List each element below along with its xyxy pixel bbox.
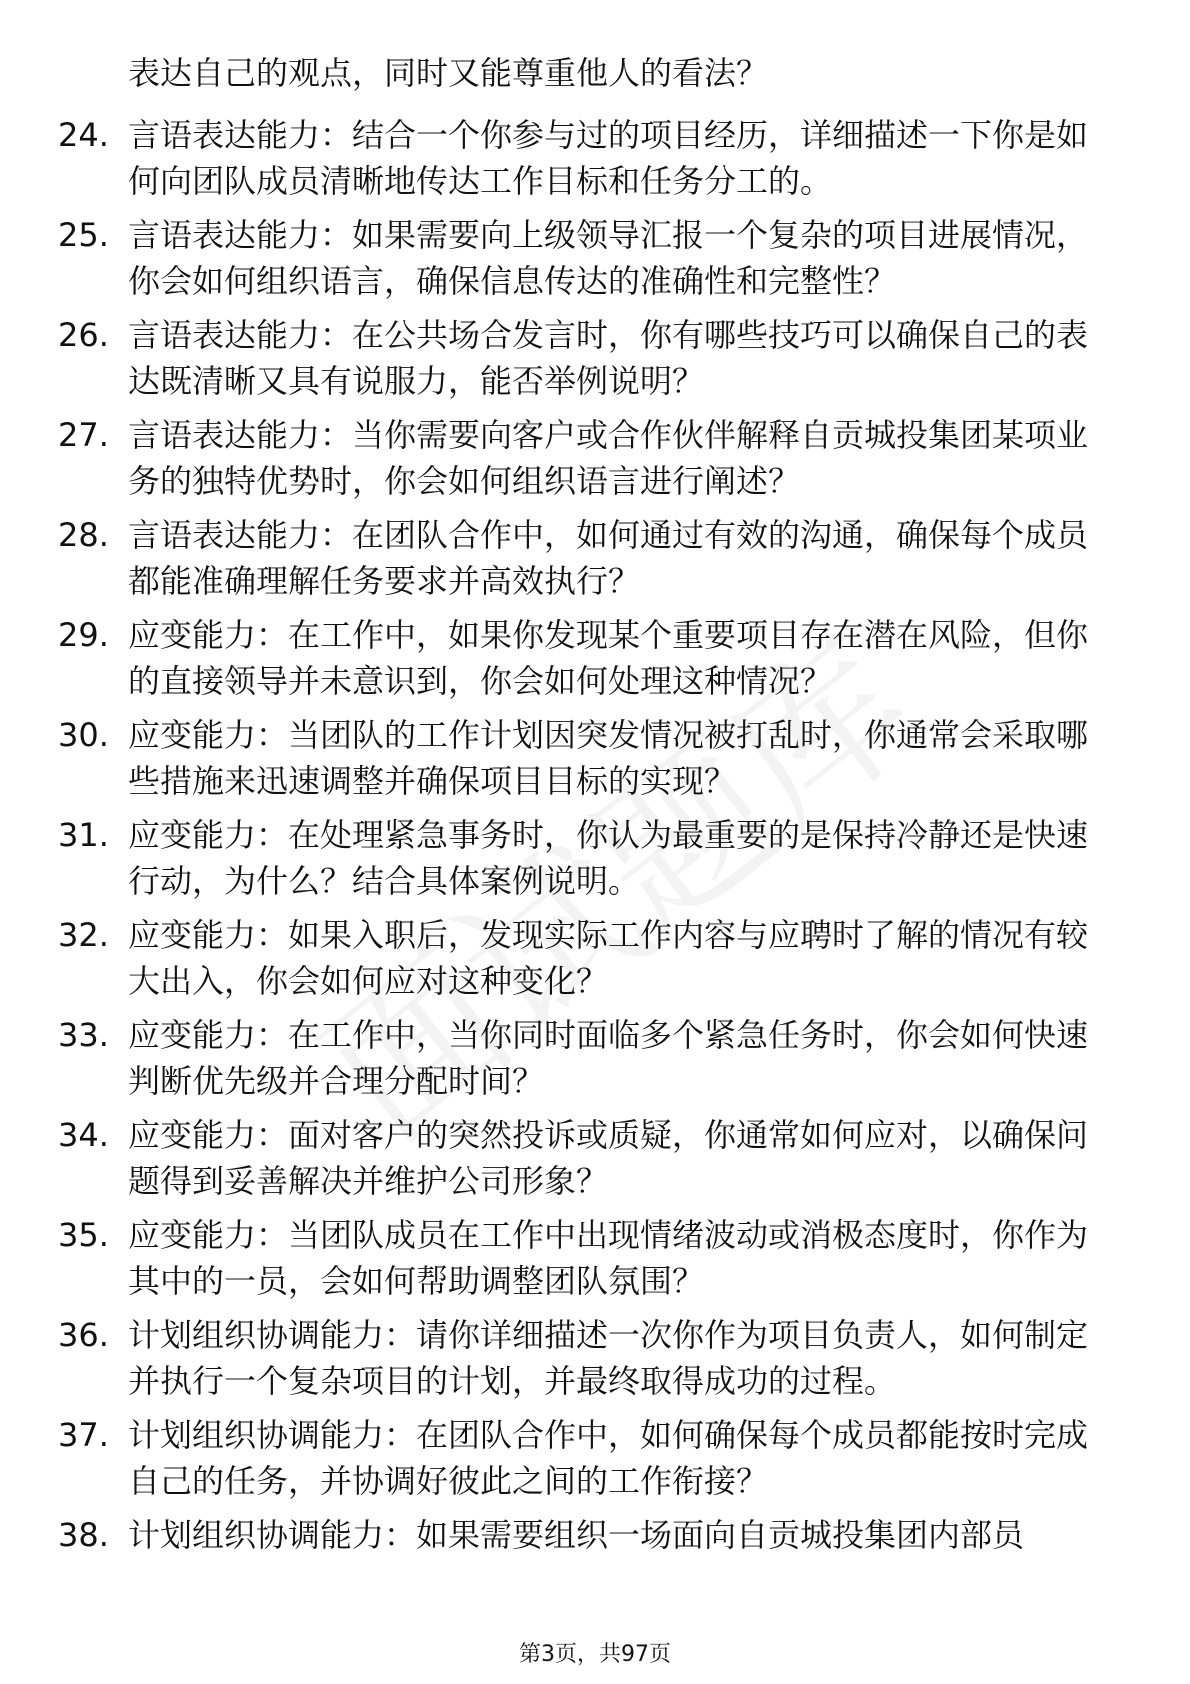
question-item [0, 512, 1190, 612]
question-item [0, 812, 1190, 912]
question-number: 30. [58, 716, 109, 754]
question-item [0, 112, 1190, 212]
question-text: 应变能力：在工作中，当你同时面临多个紧急任务时，你会如何快速判断优先级并合理分配时间？ [128, 1016, 1089, 1100]
question-text: 应变能力：当团队成员在工作中出现情绪波动或消极态度时，你作为其中的一员，会如何帮助调整团队氛围？ [128, 1216, 1089, 1300]
question-item [0, 712, 1190, 812]
question-text: 计划组织协调能力：如果需要组织一场面向自贡城投集团内部员 [128, 1516, 1025, 1554]
question-number: 33. [58, 1016, 109, 1054]
page-number-footer: 第3页，共97页 [519, 1642, 671, 1667]
question-number: 32. [58, 916, 109, 954]
question-number: 25. [58, 216, 109, 254]
question-item [0, 1012, 1190, 1112]
question-number: 28. [58, 516, 109, 554]
question-text: 应变能力：当团队的工作计划因突发情况被打乱时，你通常会采取哪些措施来迅速调整并确保项目目标的实现？ [128, 716, 1089, 800]
continuation-text: 表达自己的观点，同时又能尊重他人的看法？ [128, 54, 769, 92]
question-text: 言语表达能力：结合一个你参与过的项目经历，详细描述一下你是如何向团队成员清晰地传达工作目标和任务分工的。 [128, 116, 1089, 200]
question-item [0, 912, 1190, 1012]
question-text: 言语表达能力：当你需要向客户或合作伙伴解释自贡城投集团某项业务的独特优势时，你会如何组织语言进行阐述？ [128, 416, 1089, 500]
question-number: 38. [58, 1516, 109, 1554]
question-item [0, 412, 1190, 512]
question-number: 27. [58, 416, 109, 454]
question-number: 26. [58, 316, 109, 354]
question-item [0, 1312, 1190, 1412]
question-text: 计划组织协调能力：在团队合作中，如何确保每个成员都能按时完成自己的任务，并协调好彼此之间的工作衔接？ [128, 1416, 1089, 1500]
question-number: 24. [58, 116, 109, 154]
question-text: 计划组织协调能力：请你详细描述一次你作为项目负责人，如何制定并执行一个复杂项目的计划，并最终取得成功的过程。 [128, 1316, 1089, 1400]
question-text: 言语表达能力：如果需要向上级领导汇报一个复杂的项目进展情况，你会如何组织语言，确保信息传达的准确性和完整性？ [128, 216, 1089, 300]
question-number: 29. [58, 616, 109, 654]
question-text: 应变能力：在处理紧急事务时，你认为最重要的是保持冷静还是快速行动，为什么？结合具体案例说明。 [128, 816, 1089, 900]
question-text: 言语表达能力：在公共场合发言时，你有哪些技巧可以确保自己的表达既清晰又具有说服力，能否举例说明？ [128, 316, 1089, 400]
question-item [0, 612, 1190, 712]
question-item [0, 1212, 1190, 1312]
question-number: 37. [58, 1416, 109, 1454]
question-item [0, 1512, 1190, 1612]
question-text: 言语表达能力：在团队合作中，如何通过有效的沟通，确保每个成员都能准确理解任务要求并高效执行？ [128, 516, 1089, 600]
question-list [0, 112, 1190, 1612]
question-item [0, 212, 1190, 312]
question-text: 应变能力：如果入职后，发现实际工作内容与应聘时了解的情况有较大出入，你会如何应对这种变化？ [128, 916, 1089, 1000]
question-number: 35. [58, 1216, 109, 1254]
question-text: 应变能力：在工作中，如果你发现某个重要项目存在潜在风险，但你的直接领导并未意识到，你会如何处理这种情况？ [128, 616, 1089, 700]
question-item [0, 1112, 1190, 1212]
question-item [0, 1412, 1190, 1512]
question-number: 31. [58, 816, 109, 854]
question-text: 应变能力：面对客户的突然投诉或质疑，你通常如何应对，以确保问题得到妥善解决并维护公司形象？ [128, 1116, 1089, 1200]
question-item [0, 312, 1190, 412]
question-number: 36. [58, 1316, 109, 1354]
question-number: 34. [58, 1116, 109, 1154]
